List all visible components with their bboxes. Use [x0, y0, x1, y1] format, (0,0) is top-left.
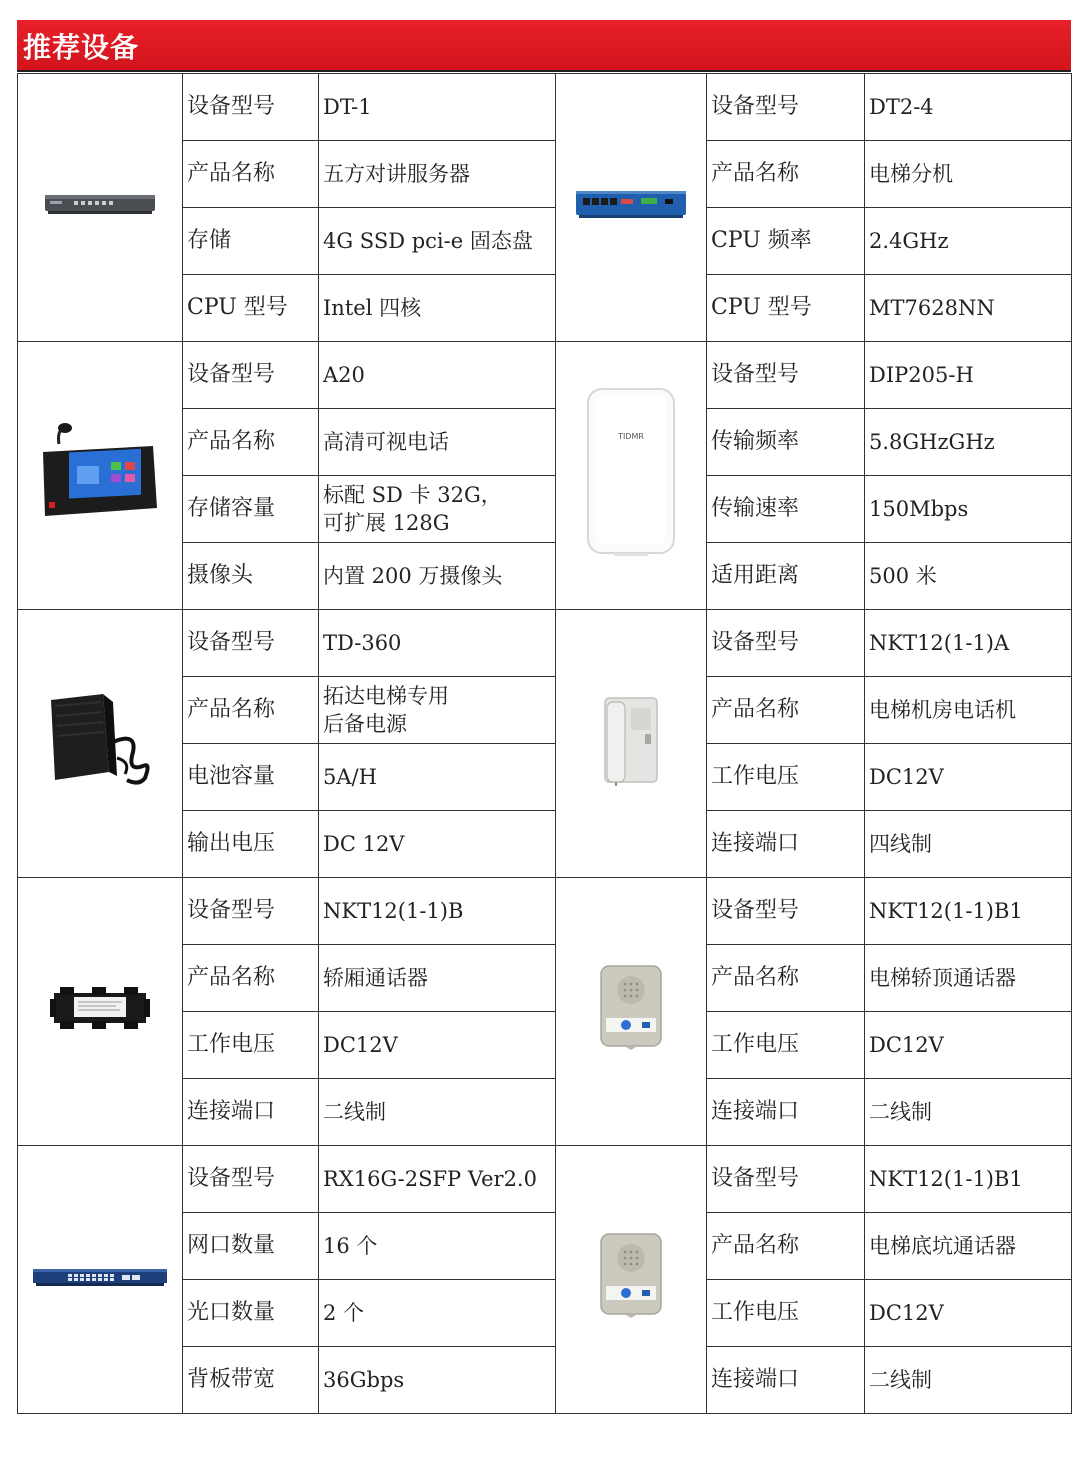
- spec-value: 36Gbps: [319, 1347, 556, 1414]
- spec-label: 背板带宽: [183, 1347, 319, 1414]
- spec-label: 输出电压: [183, 811, 319, 878]
- spec-value: DC12V: [865, 744, 1072, 811]
- spec-value: 2.4GHz: [865, 208, 1072, 275]
- spec-value: 四线制: [865, 811, 1072, 878]
- spec-label: 存储: [183, 208, 319, 275]
- spec-label: 工作电压: [707, 1280, 865, 1347]
- table-row: [18, 878, 1072, 945]
- spec-value: Intel 四核: [319, 275, 556, 342]
- spec-value-line: 拓达电梯专用: [323, 684, 449, 708]
- spec-value: NKT12(1-1)B: [319, 878, 556, 945]
- spec-label: 设备型号: [183, 1146, 319, 1213]
- spec-label: 连接端口: [183, 1079, 319, 1146]
- spec-label: 设备型号: [707, 878, 865, 945]
- spec-value: 2 个: [319, 1280, 556, 1347]
- spec-value: DT2-4: [865, 74, 1072, 141]
- car-top-intercom-image: [598, 964, 664, 1052]
- pit-intercom-image: [598, 1232, 664, 1320]
- spec-label: 光口数量: [183, 1280, 319, 1347]
- spec-value: 电梯轿顶通话器: [865, 945, 1072, 1012]
- spec-label: 连接端口: [707, 1347, 865, 1414]
- spec-label: 工作电压: [183, 1012, 319, 1079]
- spec-label: 产品名称: [183, 945, 319, 1012]
- product-image-cell: [556, 74, 707, 342]
- spec-value: DC 12V: [319, 811, 556, 878]
- spec-value: RX16G-2SFP Ver2.0: [319, 1146, 556, 1213]
- video-phone-console-image: [41, 422, 159, 522]
- spec-value: DC12V: [319, 1012, 556, 1079]
- spec-value: 五方对讲服务器: [319, 141, 556, 208]
- product-image-cell: [556, 342, 707, 610]
- spec-value: DC12V: [865, 1012, 1072, 1079]
- product-image-cell: [18, 74, 183, 342]
- spec-value: [319, 476, 556, 543]
- section-title: 推荐设备: [23, 31, 140, 64]
- spec-value: 二线制: [865, 1347, 1072, 1414]
- spec-label: CPU 频率: [707, 208, 865, 275]
- spec-value: MT7628NN: [865, 275, 1072, 342]
- spec-value: 轿厢通话器: [319, 945, 556, 1012]
- spec-value: 电梯底坑通话器: [865, 1213, 1072, 1280]
- spec-value: 500 米: [865, 543, 1072, 610]
- spec-value: A20: [319, 342, 556, 409]
- spec-value: DC12V: [865, 1280, 1072, 1347]
- spec-value: 二线制: [865, 1079, 1072, 1146]
- spec-label: 传输频率: [707, 409, 865, 476]
- spec-value: 二线制: [319, 1079, 556, 1146]
- spec-label: 产品名称: [707, 677, 865, 744]
- spec-label: 存储容量: [183, 476, 319, 543]
- elevator-extension-box-image: [575, 189, 687, 219]
- car-intercom-module-image: [50, 985, 150, 1031]
- backup-power-supply-image: [47, 692, 153, 788]
- spec-value: DIP205-H: [865, 342, 1072, 409]
- machine-room-handset-image: [601, 694, 661, 786]
- product-image-cell: [556, 878, 707, 1146]
- spec-value: 150Mbps: [865, 476, 1072, 543]
- spec-value-line: 标配 SD 卡 32G，: [323, 483, 502, 507]
- spec-label: 产品名称: [707, 141, 865, 208]
- network-switch-image: [32, 1267, 168, 1287]
- table-row: [18, 1146, 1072, 1213]
- spec-label: 设备型号: [707, 1146, 865, 1213]
- spec-label: 产品名称: [183, 677, 319, 744]
- spec-label: 设备型号: [183, 610, 319, 677]
- table-row: [18, 342, 1072, 409]
- product-image-cell: [18, 878, 183, 1146]
- spec-value: NKT12(1-1)B1: [865, 1146, 1072, 1213]
- table-row: [18, 610, 1072, 677]
- spec-label: 连接端口: [707, 1079, 865, 1146]
- spec-value-line: 可扩展 128G: [323, 511, 450, 535]
- product-image-cell: [18, 342, 183, 610]
- spec-label: CPU 型号: [707, 275, 865, 342]
- product-spec-table: [17, 73, 1072, 1414]
- spec-value: 16 个: [319, 1213, 556, 1280]
- rack-server-image: [44, 192, 156, 216]
- spec-value: [319, 677, 556, 744]
- product-image-cell: [18, 610, 183, 878]
- spec-label: 设备型号: [707, 74, 865, 141]
- spec-label: 传输速率: [707, 476, 865, 543]
- spec-value: 高清可视电话: [319, 409, 556, 476]
- wireless-bridge-image: [586, 387, 676, 557]
- product-image-cell: [556, 610, 707, 878]
- spec-label: 产品名称: [183, 409, 319, 476]
- spec-value: TD-360: [319, 610, 556, 677]
- spec-label: 设备型号: [707, 342, 865, 409]
- spec-label: 设备型号: [183, 74, 319, 141]
- spec-value: NKT12(1-1)B1: [865, 878, 1072, 945]
- spec-label: 适用距离: [707, 543, 865, 610]
- spec-value: NKT12(1-1)A: [865, 610, 1072, 677]
- spec-value: 内置 200 万摄像头: [319, 543, 556, 610]
- spec-value: 电梯机房电话机: [865, 677, 1072, 744]
- section-header: [17, 20, 1071, 72]
- spec-label: 设备型号: [183, 342, 319, 409]
- spec-value: 5A/H: [319, 744, 556, 811]
- table-row: [18, 74, 1072, 141]
- spec-label: 电池容量: [183, 744, 319, 811]
- spec-value: 4G SSD pci-e 固态盘: [319, 208, 556, 275]
- spec-label: 设备型号: [707, 610, 865, 677]
- product-image-cell: [18, 1146, 183, 1414]
- spec-label: 工作电压: [707, 744, 865, 811]
- spec-value-line: 后备电源: [323, 712, 407, 736]
- product-image-cell: [556, 1146, 707, 1414]
- brand-label: TIDMR: [618, 432, 644, 441]
- spec-label: 产品名称: [183, 141, 319, 208]
- spec-label: 摄像头: [183, 543, 319, 610]
- spec-label: 工作电压: [707, 1012, 865, 1079]
- spec-value: 电梯分机: [865, 141, 1072, 208]
- spec-label: 连接端口: [707, 811, 865, 878]
- spec-label: 产品名称: [707, 945, 865, 1012]
- spec-value: 5.8GHzGHz: [865, 409, 1072, 476]
- spec-label: 设备型号: [183, 878, 319, 945]
- spec-label: 网口数量: [183, 1213, 319, 1280]
- spec-value: DT-1: [319, 74, 556, 141]
- spec-label: CPU 型号: [183, 275, 319, 342]
- spec-label: 产品名称: [707, 1213, 865, 1280]
